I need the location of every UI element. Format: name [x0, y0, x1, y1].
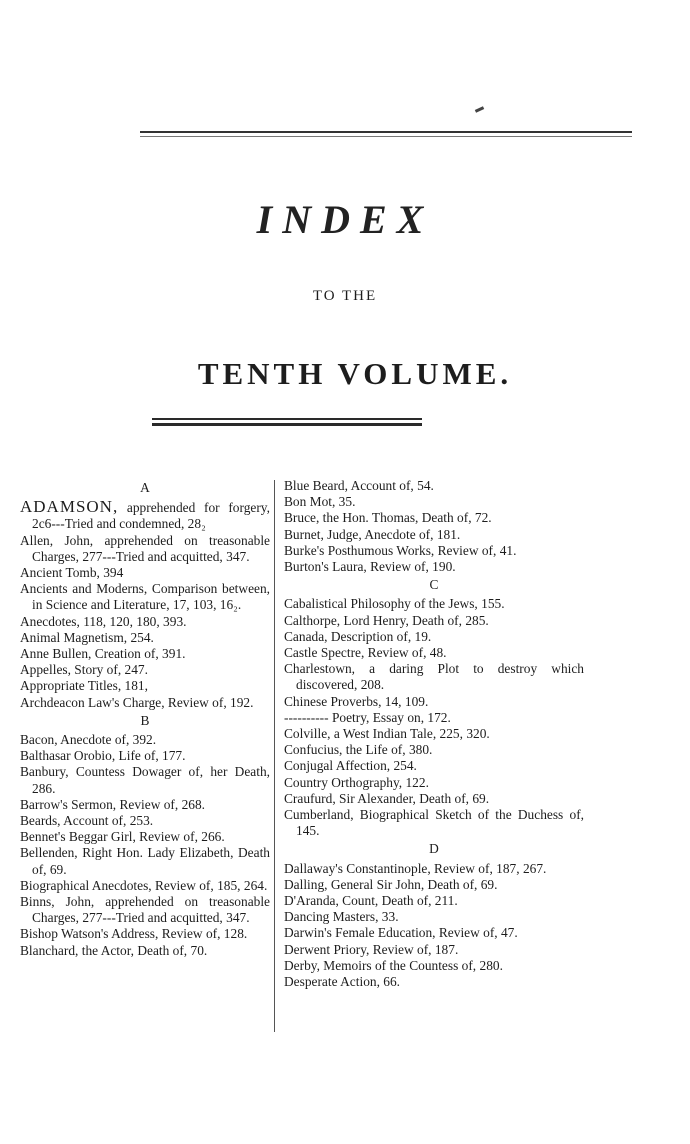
index-entry: Anecdotes, 118, 120, 180, 393.	[20, 613, 187, 629]
index-entry: Ancients and Moderns, Comparison between, in Science and Literature, 17, 103, 16₂.	[20, 581, 270, 613]
index-entry: Bishop Watson's Address, Review of, 128.	[20, 926, 248, 942]
index-entry: Archdeacon Law's Charge, Review of, 192.	[20, 694, 254, 710]
index-entry: Burton's Laura, Review of, 190.	[284, 559, 456, 575]
index-entry: Chinese Proverbs, 14, 109.	[284, 693, 429, 709]
index-entry: Cabalistical Philosophy of the Jews, 155.	[284, 596, 505, 612]
index-entry: Calthorpe, Lord Henry, Death of, 285.	[284, 612, 489, 628]
index-entry: Bellenden, Right Hon. Lady Elizabeth, Death of, 69.	[20, 845, 270, 877]
section-letter-d: D	[429, 841, 439, 857]
index-entry: Blanchard, the Actor, Death of, 70.	[20, 942, 208, 958]
index-entry: Allen, John, apprehended on treasonable Charges, 277---Tried and acquitted, 347.	[20, 532, 270, 564]
index-entry: D'Aranda, Count, Death of, 211.	[284, 893, 458, 909]
ink-speck	[475, 106, 484, 113]
index-entry: Beards, Account of, 253.	[20, 813, 154, 829]
index-entry: Bacon, Anecdote of, 392.	[20, 732, 157, 748]
section-letter-a: A	[140, 480, 150, 495]
index-entry: Bruce, the Hon. Thomas, Death of, 72.	[284, 510, 492, 526]
index-entry: Colville, a West Indian Tale, 225, 320.	[284, 726, 490, 742]
index-entry: Bon Mot, 35.	[284, 494, 356, 510]
double-rule-bottom	[152, 423, 422, 426]
index-entry: Binns, John, apprehended on treasonable Charges, 277---Tried and acquitted, 347.	[20, 894, 270, 926]
entry-dropcap: ADAMSON,	[20, 497, 119, 517]
index-entry: Cumberland, Biographical Sketch of the Duchess of, 145.	[284, 807, 584, 839]
index-entry: Blue Beard, Account of, 54.	[284, 478, 434, 493]
index-entry: Canada, Description of, 19.	[284, 628, 432, 644]
index-entry: Dancing Masters, 33.	[284, 909, 399, 925]
index-subtitle: TO THE	[312, 288, 378, 304]
index-column-left	[20, 478, 270, 959]
index-entry: Craufurd, Sir Alexander, Death of, 69.	[284, 790, 490, 806]
index-entry: Conjugal Affection, 254.	[284, 758, 417, 774]
index-entry: Dallaway's Constantinople, Review of, 187, 267.	[284, 860, 547, 876]
index-entry: Castle Spectre, Review of, 48.	[284, 645, 447, 661]
index-entry	[20, 499, 270, 532]
volume-title: TENTH VOLUME.	[197, 356, 513, 391]
index-entry: Barrow's Sermon, Review of, 268.	[20, 796, 206, 812]
index-entry: Confucius, the Life of, 380.	[284, 742, 433, 758]
section-letter-b: B	[140, 712, 150, 728]
index-entry: ---------- Poetry, Essay on, 172.	[284, 709, 451, 725]
double-rule-top	[152, 418, 422, 420]
index-entry: Bennet's Beggar Girl, Review of, 266.	[20, 829, 225, 845]
index-entry: Burke's Posthumous Works, Review of, 41.	[284, 542, 517, 558]
entry-text: apprehended for forgery, 2c6---Tried and condemned, 28₂	[32, 500, 270, 532]
index-entry: Anne Bullen, Creation of, 391.	[20, 646, 186, 662]
index-entry: Appropriate Titles, 181,	[20, 678, 148, 694]
index-entry: Appelles, Story of, 247.	[20, 662, 148, 678]
top-rule-thin	[140, 136, 632, 137]
index-entry: Charlestown, a daring Plot to destroy which discovered, 208.	[284, 661, 584, 693]
index-column-right	[278, 478, 584, 990]
index-entry: Balthasar Orobio, Life of, 177.	[20, 748, 186, 764]
index-entry: Banbury, Countess Dowager of, her Death, 286.	[20, 764, 270, 796]
index-entry: Biographical Anecdotes, Review of, 185, 264.	[20, 877, 268, 893]
index-entry: Desperate Action, 66.	[284, 974, 401, 990]
index-entry: Derwent Priory, Review of, 187.	[284, 941, 459, 957]
index-entry: Animal Magnetism, 254.	[20, 629, 154, 645]
index-entry: Derby, Memoirs of the Countess of, 280.	[284, 957, 503, 973]
index-entry: Burnet, Judge, Anecdote of, 181.	[284, 526, 461, 542]
section-letter-c: C	[429, 577, 439, 593]
index-entry: Country Orthography, 122.	[284, 774, 429, 790]
index-entry: Dalling, General Sir John, Death of, 69.	[284, 876, 498, 892]
index-title: INDEX	[256, 197, 434, 242]
index-entry: Darwin's Female Education, Review of, 47.	[284, 925, 518, 941]
column-divider	[274, 480, 275, 1032]
top-rule	[140, 131, 632, 133]
index-entry: Ancient Tomb, 394	[20, 565, 124, 581]
